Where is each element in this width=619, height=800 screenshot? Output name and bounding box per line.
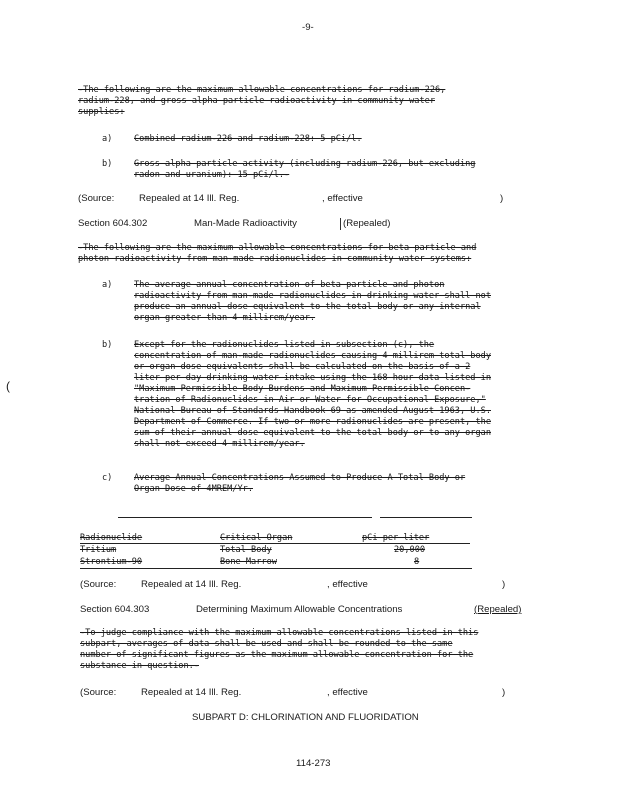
item-line: Organ Dose of 4MREM/Yr.	[134, 484, 253, 494]
item-line: radioactivity from man-made radionuclides in drinking water shall not	[134, 291, 491, 301]
item-line: Combined radium-226 and radium-228: 5 pCi/l.	[134, 134, 362, 144]
item-line: liter per day drinking water intake using the 168 hour data listed in	[134, 373, 491, 383]
source-text: Repealed at 14 Ill. Reg.	[139, 193, 240, 204]
source-close: )	[502, 687, 506, 698]
table-rule	[80, 568, 472, 569]
item-label: b)	[102, 340, 113, 350]
source-prefix: (Source:	[78, 193, 115, 204]
table-rule	[380, 517, 472, 518]
item-line: National Bureau of Standards Handbook 69 as amended August 1963, U.S.	[134, 406, 491, 416]
item-line: tration of Radionuclides in Air or Water for Occupational Exposure,"	[134, 395, 486, 405]
item-line: organ greater than 4 millirem/year.	[134, 313, 316, 323]
item-label: a)	[102, 134, 113, 144]
section-title: Man-Made Radioactivity	[194, 218, 297, 229]
paragraph-line: subpart, averages of data shall be used and shall be rounded to the same	[80, 639, 453, 649]
source-effective: , effective	[322, 193, 363, 204]
page-number: -9-	[302, 22, 314, 33]
item-line: "Maximum Permissible Body Burdens and Maximum Permissible Concen-	[134, 384, 471, 394]
paragraph-line: -To judge compliance with the maximum allowable concentrations listed in this	[80, 628, 479, 638]
item-line: radon and uranium): 15 pCi/l.-	[134, 170, 290, 180]
source-text: Repealed at 14 Ill. Reg.	[141, 579, 242, 590]
section-title: Determining Maximum Allowable Concentrations	[196, 604, 403, 615]
paragraph-line: -The following are the maximum allowable concentrations for beta particle and	[78, 243, 477, 253]
source-text: Repealed at 14 Ill. Reg.	[141, 687, 242, 698]
source-prefix: (Source:	[80, 579, 117, 590]
table-rule	[118, 517, 372, 518]
item-label: b)	[102, 159, 113, 169]
source-close: )	[502, 579, 506, 590]
paragraph-line: -The following are the maximum allowable concentrations for radium-226,	[78, 85, 446, 95]
paragraph-line: number of significant figures as the maximum allowable concentration for the	[80, 650, 474, 660]
section-number: Section 604.302	[78, 218, 148, 229]
source-effective: , effective	[327, 687, 368, 698]
item-line: shall not exceed 4 millirem/year.	[134, 439, 305, 449]
item-line: Average Annual Concentrations Assumed to Produce A Total Body or	[134, 473, 466, 483]
item-label: a)	[102, 280, 113, 290]
source-effective: , effective	[327, 579, 368, 590]
source-close: )	[500, 193, 504, 204]
item-line: produce an annual dose equivalent to the total body or any internal	[134, 302, 481, 312]
item-line: Gross alpha particle activity (including radium-226, but excluding	[134, 159, 476, 169]
table-header: pCi per liter	[362, 533, 430, 543]
table-cell: 20,000	[394, 545, 426, 555]
item-line: The average annual concentration of beta particle and photon	[134, 280, 445, 290]
section-status: (Repealed)	[474, 604, 522, 615]
table-cell: Strontium-90	[80, 557, 143, 567]
item-line: sum of their annual dose equivalent to the total body or to any organ	[134, 428, 491, 438]
section-number: Section 604.303	[80, 604, 150, 615]
item-line: concentration of man-made radionuclides causing 4 millirem total body	[134, 351, 491, 361]
table-header: Radionuclide	[80, 533, 143, 543]
item-line: Department of Commerce. If two or more radionuclides are present, the	[134, 417, 491, 427]
subpart-heading: SUBPART D: CHLORINATION AND FLUORIDATION	[192, 712, 419, 723]
paragraph-line: photon radioactivity from man-made radionuclides in community water systems:	[78, 254, 472, 264]
table-cell: Tritium	[80, 545, 117, 555]
section-status: (Repealed)	[340, 218, 390, 230]
table-header: Critical Organ	[220, 533, 293, 543]
margin-mark: (	[6, 379, 10, 393]
table-cell: Bone Marrow	[220, 557, 277, 567]
item-label: c)	[102, 473, 113, 483]
paragraph-line: substance in question.-	[80, 661, 199, 671]
table-cell: 8	[414, 557, 420, 567]
paragraph-line: radium-228, and gross alpha particle radioactivity in community water	[78, 96, 435, 106]
item-line: or organ dose equivalents shall be calculated on the basis of a 2	[134, 362, 471, 372]
table-cell: Total Body	[220, 545, 272, 555]
footer-page-number: 114-273	[296, 758, 331, 769]
source-prefix: (Source:	[80, 687, 117, 698]
paragraph-line: supplies:	[78, 107, 125, 117]
item-line: Except for the radionuclides listed in subsection (c), the	[134, 340, 435, 350]
table-rule	[80, 543, 470, 544]
